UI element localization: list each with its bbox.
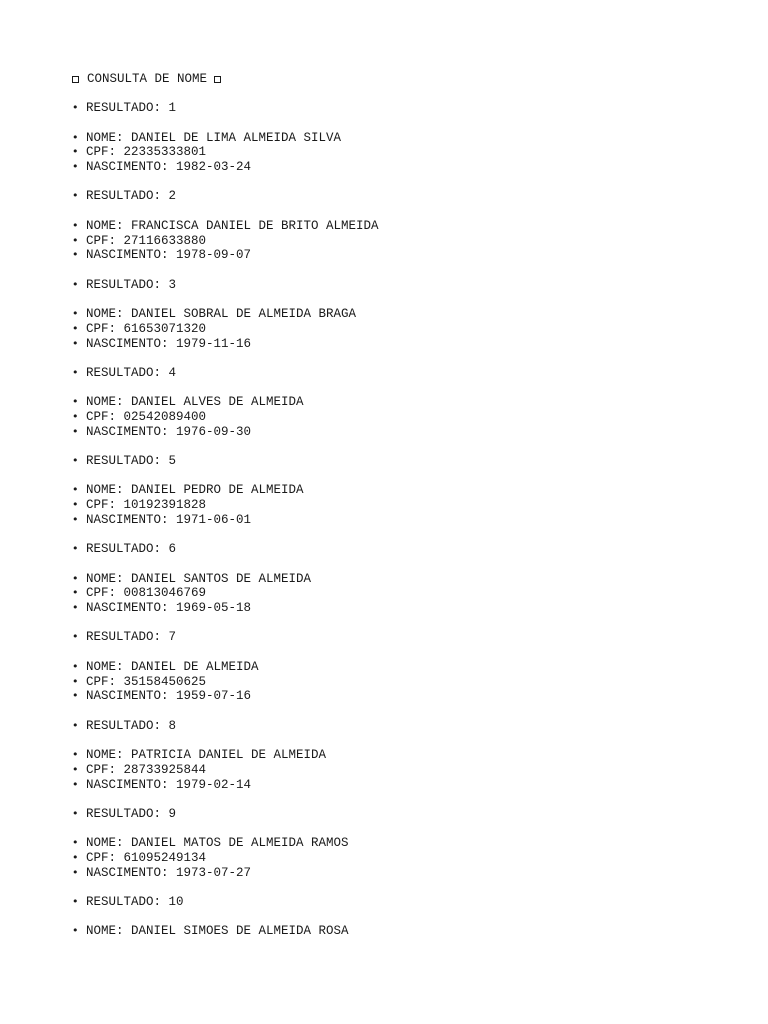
- bullet-icon: [72, 586, 86, 601]
- record-nascimento-text: NASCIMENTO: 1971-06-01: [86, 512, 252, 527]
- record-cpf-text: CPF: 02542089400: [86, 409, 207, 424]
- record-field-nome: [72, 219, 692, 234]
- bullet-icon: [72, 601, 86, 616]
- record-field-cpf: [72, 763, 692, 778]
- record-field-nome: [72, 483, 692, 498]
- result-label: RESULTADO: 4: [86, 365, 177, 380]
- record-nascimento-text: NASCIMENTO: 1959-07-16: [86, 689, 252, 704]
- result-label: RESULTADO: 5: [86, 454, 177, 469]
- bullet-icon: [72, 189, 86, 204]
- bullet-icon: [72, 483, 86, 498]
- result-label-item: [72, 719, 692, 734]
- bullet-icon: [72, 366, 86, 381]
- record-cpf-text: CPF: 27116633880: [86, 233, 207, 248]
- bullet-icon: [72, 395, 86, 410]
- bullet-icon: [72, 748, 86, 763]
- bullet-icon: [72, 454, 86, 469]
- bullet-icon: [72, 101, 86, 116]
- record-nascimento-text: NASCIMENTO: 1973-07-27: [86, 865, 252, 880]
- record-field-nome: [72, 131, 692, 146]
- record-field-nome: [72, 748, 692, 763]
- record-field-nascimento: [72, 866, 692, 881]
- record-cpf-text: CPF: 10192391828: [86, 498, 207, 513]
- record-cpf-text: CPF: 61095249134: [86, 850, 207, 865]
- result-record: [72, 219, 692, 263]
- record-field-nascimento: [72, 689, 692, 704]
- record-field-cpf: [72, 498, 692, 513]
- result-record: [72, 660, 692, 704]
- record-field-cpf: [72, 851, 692, 866]
- record-nascimento-text: NASCIMENTO: 1969-05-18: [86, 601, 252, 616]
- record-nome-text: NOME: PATRICIA DANIEL DE ALMEIDA: [86, 747, 327, 762]
- record-field-nome: [72, 572, 692, 587]
- bullet-icon: [72, 278, 86, 293]
- record-field-nascimento: [72, 337, 692, 352]
- bullet-icon: [72, 924, 86, 939]
- record-field-nome: [72, 836, 692, 851]
- record-field-nascimento: [72, 160, 692, 175]
- bullet-icon: [72, 248, 86, 263]
- record-field-nascimento: [72, 248, 692, 263]
- bullet-icon: [72, 807, 86, 822]
- result-label: RESULTADO: 9: [86, 806, 177, 821]
- record-field-cpf: [72, 410, 692, 425]
- result-label: RESULTADO: 8: [86, 718, 177, 733]
- bullet-icon: [72, 145, 86, 160]
- record-field-cpf: [72, 145, 692, 160]
- record-cpf-text: CPF: 28733925844: [86, 762, 207, 777]
- record-field-nome: [72, 660, 692, 675]
- record-cpf-text: CPF: 00813046769: [86, 586, 207, 601]
- result-label-item: [72, 366, 692, 381]
- bullet-icon: [72, 895, 86, 910]
- record-field-cpf: [72, 675, 692, 690]
- bullet-icon: [72, 410, 86, 425]
- bullet-icon: [72, 660, 86, 675]
- record-nome-text: NOME: DANIEL ALVES DE ALMEIDA: [86, 395, 304, 410]
- result-label-item: [72, 189, 692, 204]
- record-nome-text: NOME: DANIEL MATOS DE ALMEIDA RAMOS: [86, 836, 349, 851]
- record-nome-text: NOME: DANIEL DE LIMA ALMEIDA SILVA: [86, 130, 342, 145]
- bullet-icon: [72, 160, 86, 175]
- bullet-icon: [72, 763, 86, 778]
- bullet-icon: [72, 851, 86, 866]
- bullet-icon: [72, 836, 86, 851]
- bullet-icon: [72, 337, 86, 352]
- record-nome-text: NOME: DANIEL SANTOS DE ALMEIDA: [86, 571, 312, 586]
- record-field-cpf: [72, 586, 692, 601]
- title-text: CONSULTA DE NOME: [87, 72, 208, 86]
- document-title: [72, 72, 692, 87]
- result-label: RESULTADO: 1: [86, 101, 177, 116]
- record-field-nome: [72, 395, 692, 410]
- record-nascimento-text: NASCIMENTO: 1976-09-30: [86, 424, 252, 439]
- bullet-icon: [72, 719, 86, 734]
- bullet-icon: [72, 425, 86, 440]
- result-label-item: [72, 101, 692, 116]
- box-icon: [72, 76, 79, 83]
- record-nome-text: NOME: DANIEL SOBRAL DE ALMEIDA BRAGA: [86, 306, 357, 321]
- result-label-item: [72, 278, 692, 293]
- result-record: [72, 572, 692, 616]
- document-page: [72, 72, 692, 954]
- record-cpf-text: CPF: 35158450625: [86, 674, 207, 689]
- record-nascimento-text: NASCIMENTO: 1979-02-14: [86, 777, 252, 792]
- result-record: [72, 131, 692, 175]
- result-label-item: [72, 895, 692, 910]
- result-record: [72, 748, 692, 792]
- record-nome-text: NOME: DANIEL SIMOES DE ALMEIDA ROSA: [86, 924, 349, 939]
- record-field-nome: [72, 307, 692, 322]
- result-label: RESULTADO: 6: [86, 542, 177, 557]
- record-cpf-text: CPF: 61653071320: [86, 321, 207, 336]
- record-cpf-text: CPF: 22335333801: [86, 145, 207, 160]
- record-field-cpf: [72, 234, 692, 249]
- bullet-icon: [72, 513, 86, 528]
- results-list: [72, 101, 692, 939]
- record-field-nascimento: [72, 425, 692, 440]
- result-label-item: [72, 630, 692, 645]
- result-record: [72, 836, 692, 880]
- record-nascimento-text: NASCIMENTO: 1978-09-07: [86, 248, 252, 263]
- record-nome-text: NOME: DANIEL PEDRO DE ALMEIDA: [86, 483, 304, 498]
- result-label-item: [72, 807, 692, 822]
- record-field-nome: [72, 924, 692, 939]
- record-nascimento-text: NASCIMENTO: 1982-03-24: [86, 160, 252, 175]
- record-nome-text: NOME: FRANCISCA DANIEL DE BRITO ALMEIDA: [86, 218, 379, 233]
- bullet-icon: [72, 234, 86, 249]
- result-label-item: [72, 454, 692, 469]
- record-field-nascimento: [72, 778, 692, 793]
- box-icon: [214, 76, 221, 83]
- bullet-icon: [72, 572, 86, 587]
- bullet-icon: [72, 630, 86, 645]
- result-label: RESULTADO: 3: [86, 277, 177, 292]
- bullet-icon: [72, 322, 86, 337]
- bullet-icon: [72, 498, 86, 513]
- record-nome-text: NOME: DANIEL DE ALMEIDA: [86, 659, 259, 674]
- result-record: [72, 924, 692, 939]
- bullet-icon: [72, 219, 86, 234]
- bullet-icon: [72, 131, 86, 146]
- result-label: RESULTADO: 7: [86, 630, 177, 645]
- record-field-nascimento: [72, 601, 692, 616]
- result-label: RESULTADO: 10: [86, 894, 184, 909]
- result-label: RESULTADO: 2: [86, 189, 177, 204]
- bullet-icon: [72, 778, 86, 793]
- bullet-icon: [72, 689, 86, 704]
- bullet-icon: [72, 307, 86, 322]
- bullet-icon: [72, 675, 86, 690]
- result-record: [72, 395, 692, 439]
- record-field-cpf: [72, 322, 692, 337]
- record-nascimento-text: NASCIMENTO: 1979-11-16: [86, 336, 252, 351]
- result-record: [72, 483, 692, 527]
- record-field-nascimento: [72, 513, 692, 528]
- result-record: [72, 307, 692, 351]
- result-label-item: [72, 542, 692, 557]
- bullet-icon: [72, 866, 86, 881]
- bullet-icon: [72, 542, 86, 557]
